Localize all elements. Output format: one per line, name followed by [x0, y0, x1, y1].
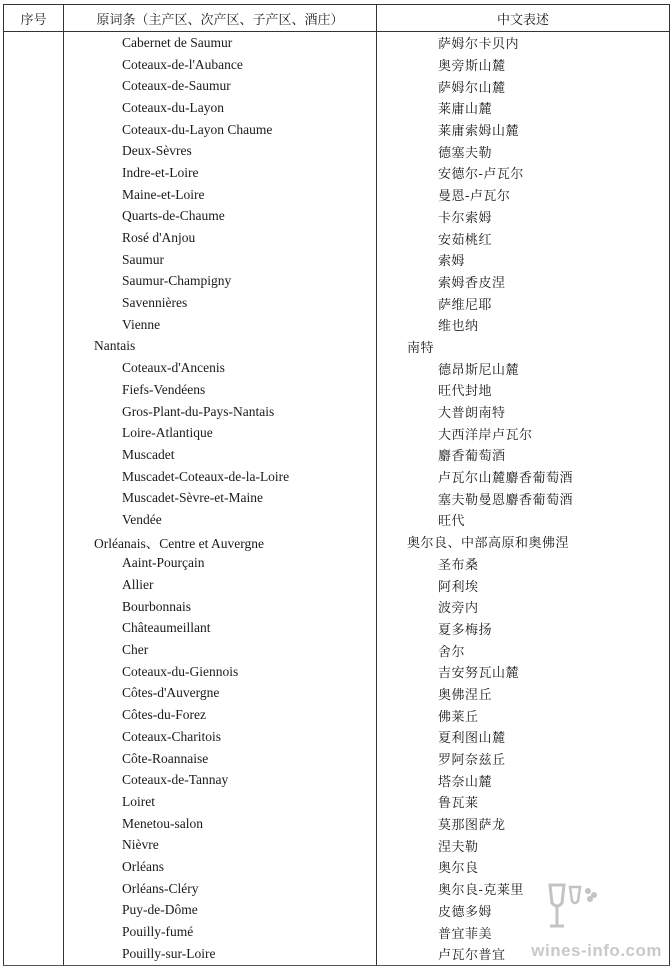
table-row — [4, 54, 670, 76]
table-row — [4, 401, 670, 423]
table-row — [4, 531, 670, 553]
table-row — [4, 379, 670, 401]
chinese-expression-cell: 塞夫勒曼恩麝香葡萄酒 — [377, 487, 670, 509]
serial-number-cell — [4, 227, 64, 249]
original-term-cell: Saumur-Champigny — [64, 271, 377, 293]
serial-number-cell — [4, 97, 64, 119]
table-row — [4, 683, 670, 705]
chinese-expression-cell: 罗阿奈兹丘 — [377, 748, 670, 770]
chinese-expression-cell: 塔奈山麓 — [377, 769, 670, 791]
chinese-expression-cell: 夏多梅扬 — [377, 618, 670, 640]
table-row — [4, 487, 670, 509]
serial-number-cell — [4, 856, 64, 878]
original-term-cell: Muscadet-Coteaux-de-la-Loire — [64, 466, 377, 488]
table-row — [4, 661, 670, 683]
table-row — [4, 422, 670, 444]
serial-number-cell — [4, 162, 64, 184]
table-row — [4, 943, 670, 965]
serial-number-cell — [4, 531, 64, 553]
serial-number-cell — [4, 487, 64, 509]
serial-number-cell — [4, 466, 64, 488]
original-term-cell: Pouilly-fumé — [64, 921, 377, 943]
original-term-cell: Côte-Roannaise — [64, 748, 377, 770]
table-row — [4, 574, 670, 596]
chinese-expression-cell: 莱庸索姆山麓 — [377, 119, 670, 141]
serial-number-cell — [4, 54, 64, 76]
chinese-expression-cell: 涅夫勒 — [377, 834, 670, 856]
table-row — [4, 444, 670, 466]
serial-number-cell — [4, 769, 64, 791]
table-row — [4, 140, 670, 162]
original-term-cell: Saumur — [64, 249, 377, 271]
table-row — [4, 227, 670, 249]
original-term-cell: Deux-Sèvres — [64, 140, 377, 162]
original-term-cell: Pouilly-sur-Loire — [64, 943, 377, 965]
table-row — [4, 271, 670, 293]
serial-number-cell — [4, 726, 64, 748]
original-term-cell: Orléanais、Centre et Auvergne — [64, 531, 377, 553]
chinese-expression-cell: 南特 — [377, 336, 670, 358]
serial-number-cell — [4, 704, 64, 726]
serial-number-cell — [4, 639, 64, 661]
original-term-cell: Quarts-de-Chaume — [64, 206, 377, 228]
chinese-expression-cell: 奥尔良、中部高原和奥佛涅 — [377, 531, 670, 553]
header-chinese-expression: 中文表述 — [377, 5, 670, 32]
chinese-expression-cell: 德昂斯尼山麓 — [377, 357, 670, 379]
watermark-text: wines-info.com — [531, 941, 662, 960]
chinese-expression-cell: 旺代封地 — [377, 379, 670, 401]
table-row — [4, 748, 670, 770]
table-row — [4, 856, 670, 878]
chinese-expression-cell: 曼恩-卢瓦尔 — [377, 184, 670, 206]
serial-number-cell — [4, 314, 64, 336]
original-term-cell: Muscadet-Sèvre-et-Maine — [64, 487, 377, 509]
original-term-cell: Menetou-salon — [64, 813, 377, 835]
serial-number-cell — [4, 878, 64, 900]
table-row — [4, 184, 670, 206]
appellation-table — [3, 4, 670, 966]
original-term-cell: Puy-de-Dôme — [64, 900, 377, 922]
table-row — [4, 704, 670, 726]
chinese-expression-cell: 安茹桃红 — [377, 227, 670, 249]
table-header-row — [4, 5, 670, 32]
serial-number-cell — [4, 618, 64, 640]
original-term-cell: Loire-Atlantique — [64, 422, 377, 444]
serial-number-cell — [4, 834, 64, 856]
chinese-expression-cell: 奥尔良 — [377, 856, 670, 878]
original-term-cell: Bourbonnais — [64, 596, 377, 618]
serial-number-cell — [4, 574, 64, 596]
table-row — [4, 249, 670, 271]
chinese-expression-cell: 皮德多姆 — [377, 900, 670, 922]
serial-number-cell — [4, 206, 64, 228]
table-row — [4, 769, 670, 791]
serial-number-cell — [4, 943, 64, 965]
original-term-cell: Côtes-d'Auvergne — [64, 683, 377, 705]
chinese-expression-cell: 莱庸山麓 — [377, 97, 670, 119]
table-row — [4, 726, 670, 748]
original-term-cell: Cher — [64, 639, 377, 661]
table-row — [4, 791, 670, 813]
chinese-expression-cell: 夏利图山麓 — [377, 726, 670, 748]
original-term-cell: Coteaux-du-Layon — [64, 97, 377, 119]
serial-number-cell — [4, 422, 64, 444]
serial-number-cell — [4, 271, 64, 293]
original-term-cell: Vendée — [64, 509, 377, 531]
serial-number-cell — [4, 357, 64, 379]
chinese-expression-cell: 舍尔 — [377, 639, 670, 661]
chinese-expression-cell: 普宜菲美 — [377, 921, 670, 943]
original-term-cell: Muscadet — [64, 444, 377, 466]
serial-number-cell — [4, 32, 64, 54]
table-row — [4, 834, 670, 856]
original-term-cell: Coteaux-d'Ancenis — [64, 357, 377, 379]
original-term-cell: Rosé d'Anjou — [64, 227, 377, 249]
table-row — [4, 75, 670, 97]
chinese-expression-cell: 阿利埃 — [377, 574, 670, 596]
original-term-cell: Cabernet de Saumur — [64, 32, 377, 54]
serial-number-cell — [4, 661, 64, 683]
table-row — [4, 900, 670, 922]
table-row — [4, 639, 670, 661]
serial-number-cell — [4, 444, 64, 466]
chinese-expression-cell: 德塞夫勒 — [377, 140, 670, 162]
chinese-expression-cell: 萨姆尔卡贝内 — [377, 32, 670, 54]
original-term-cell: Vienne — [64, 314, 377, 336]
original-term-cell: Coteaux-du-Layon Chaume — [64, 119, 377, 141]
original-term-cell: Fiefs-Vendéens — [64, 379, 377, 401]
chinese-expression-cell: 麝香葡萄酒 — [377, 444, 670, 466]
chinese-expression-cell: 萨维尼耶 — [377, 292, 670, 314]
table-row — [4, 921, 670, 943]
table-row — [4, 336, 670, 358]
table-row — [4, 813, 670, 835]
table-row — [4, 357, 670, 379]
chinese-expression-cell: 波旁内 — [377, 596, 670, 618]
chinese-expression-cell: 奥尔良-克莱里 — [377, 878, 670, 900]
original-term-cell: Indre-et-Loire — [64, 162, 377, 184]
chinese-expression-cell: 卢瓦尔山麓麝香葡萄酒 — [377, 466, 670, 488]
serial-number-cell — [4, 748, 64, 770]
serial-number-cell — [4, 553, 64, 575]
serial-number-cell — [4, 119, 64, 141]
document-page — [3, 4, 669, 966]
table-row — [4, 32, 670, 54]
original-term-cell: Coteaux-du-Giennois — [64, 661, 377, 683]
original-term-cell: Nièvre — [64, 834, 377, 856]
table-row — [4, 466, 670, 488]
original-term-cell: Aaint-Pourçain — [64, 553, 377, 575]
table-row — [4, 618, 670, 640]
original-term-cell: Nantais — [64, 336, 377, 358]
chinese-expression-cell: 佛莱丘 — [377, 704, 670, 726]
original-term-cell: Gros-Plant-du-Pays-Nantais — [64, 401, 377, 423]
header-serial-number: 序号 — [4, 5, 64, 32]
chinese-expression-cell: 吉安努瓦山麓 — [377, 661, 670, 683]
chinese-expression-cell: 安德尔-卢瓦尔 — [377, 162, 670, 184]
table-row — [4, 314, 670, 336]
original-term-cell: Coteaux-Charitois — [64, 726, 377, 748]
serial-number-cell — [4, 509, 64, 531]
serial-number-cell — [4, 813, 64, 835]
original-term-cell: Orléans — [64, 856, 377, 878]
table-body — [4, 32, 670, 966]
table-row — [4, 509, 670, 531]
serial-number-cell — [4, 184, 64, 206]
table-row — [4, 206, 670, 228]
table-row — [4, 292, 670, 314]
chinese-expression-cell: 卡尔索姆 — [377, 206, 670, 228]
chinese-expression-cell: 索姆 — [377, 249, 670, 271]
serial-number-cell — [4, 900, 64, 922]
table-row — [4, 596, 670, 618]
header-original-term: 原词条（主产区、次产区、子产区、酒庄） — [64, 5, 377, 32]
table-row — [4, 119, 670, 141]
serial-number-cell — [4, 336, 64, 358]
chinese-expression-cell: 索姆香皮涅 — [377, 271, 670, 293]
serial-number-cell — [4, 249, 64, 271]
table-row — [4, 878, 670, 900]
chinese-expression-cell: 萨姆尔山麓 — [377, 75, 670, 97]
chinese-expression-cell: 大西洋岸卢瓦尔 — [377, 422, 670, 444]
chinese-expression-cell: 圣布桑 — [377, 553, 670, 575]
chinese-expression-cell: 奥旁斯山麓 — [377, 54, 670, 76]
table-row — [4, 97, 670, 119]
original-term-cell: Côtes-du-Forez — [64, 704, 377, 726]
table-row — [4, 553, 670, 575]
original-term-cell: Orléans-Cléry — [64, 878, 377, 900]
original-term-cell: Châteaumeillant — [64, 618, 377, 640]
serial-number-cell — [4, 379, 64, 401]
chinese-expression-cell: 奥佛涅丘 — [377, 683, 670, 705]
serial-number-cell — [4, 596, 64, 618]
serial-number-cell — [4, 921, 64, 943]
original-term-cell: Loiret — [64, 791, 377, 813]
serial-number-cell — [4, 75, 64, 97]
original-term-cell: Maine-et-Loire — [64, 184, 377, 206]
table-row — [4, 162, 670, 184]
original-term-cell: Coteaux-de-Saumur — [64, 75, 377, 97]
serial-number-cell — [4, 791, 64, 813]
chinese-expression-cell: 卢瓦尔普宜 — [377, 943, 670, 965]
chinese-expression-cell: 旺代 — [377, 509, 670, 531]
serial-number-cell — [4, 140, 64, 162]
original-term-cell: Savennières — [64, 292, 377, 314]
chinese-expression-cell: 鲁瓦莱 — [377, 791, 670, 813]
original-term-cell: Coteaux-de-l'Aubance — [64, 54, 377, 76]
chinese-expression-cell: 莫那图萨龙 — [377, 813, 670, 835]
original-term-cell: Coteaux-de-Tannay — [64, 769, 377, 791]
serial-number-cell — [4, 683, 64, 705]
serial-number-cell — [4, 292, 64, 314]
serial-number-cell — [4, 401, 64, 423]
chinese-expression-cell: 维也纳 — [377, 314, 670, 336]
chinese-expression-cell: 大普朗南特 — [377, 401, 670, 423]
original-term-cell: Allier — [64, 574, 377, 596]
